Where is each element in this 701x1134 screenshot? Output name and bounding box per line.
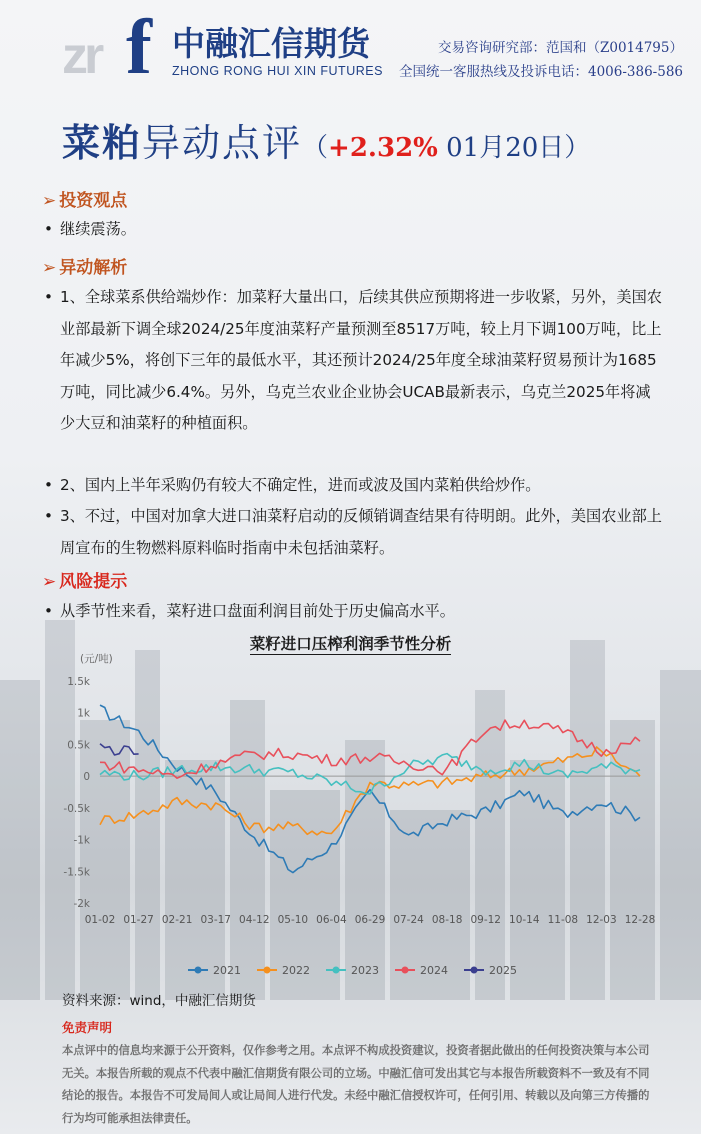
x-tick-label: 04-12 (239, 914, 270, 926)
x-tick-label: 10-14 (509, 914, 540, 926)
series-line-2024 (100, 720, 640, 778)
list-item: • 2、国内上半年采购仍有较大不确定性，进而或波及国内菜粕供给炒作。 (44, 470, 664, 502)
legend-label-2022: 2022 (282, 964, 310, 977)
legend-marker-2025 (471, 967, 478, 974)
chart-title-text: 菜籽进口压榨利润季节性分析 (249, 635, 452, 653)
y-tick-label: 1k (77, 707, 90, 720)
list-item: • 1、全球菜系供给端炒作：加菜籽大量出口，后续其供应预期将进一步收紧，另外，美国农业部最新下调全球2024/25年度油菜籽产量预测至8517万吨，较上月下调100万吨，比上年减少5%，将创下三年的最低水平，其还预计2024/25年度全球油菜籽贸易预计为1685万吨，同比减少6.4%。另外，乌克兰农业企业协会UCAB最新表示，乌克兰2025年将减少大豆和油菜籽的种植面积。 (44, 282, 664, 440)
x-tick-label: 12-03 (586, 914, 617, 926)
x-tick-label: 03-17 (200, 914, 231, 926)
arrow-icon: ➢ (42, 258, 57, 278)
hotline-line: 全国统一客服热线及投诉电话：4006-386-586 (398, 64, 683, 80)
seasonal-profit-chart (0, 645, 701, 990)
x-tick-label: 11-08 (547, 914, 579, 926)
legend-marker-2024 (402, 967, 409, 974)
analyst-line: 交易咨询研究部：范国和（Z0014795） (437, 40, 683, 56)
x-tick-label: 09-12 (470, 914, 501, 926)
arrow-icon: ➢ (42, 572, 57, 592)
x-tick-label: 08-18 (431, 914, 463, 926)
title-open-paren: （ (302, 133, 329, 163)
contact-info (399, 36, 683, 84)
title-change: +2.32% (328, 133, 438, 163)
legend-label-2023: 2023 (351, 964, 379, 977)
x-tick-label: 01-02 (84, 914, 116, 926)
title-commodity: 菜粕 (62, 121, 143, 165)
section-analysis-label: 异动解析 (59, 258, 128, 278)
legend-label-2024: 2024 (420, 964, 448, 977)
company-logo (62, 3, 383, 90)
data-source: 资料来源：wind，中融汇信期货 (62, 993, 256, 1009)
arrow-icon: ➢ (42, 191, 57, 211)
x-tick-label: 02-21 (161, 914, 193, 926)
logo-f-mark: f (126, 3, 152, 90)
series-line-2021 (100, 705, 640, 873)
legend-label-2025: 2025 (489, 964, 517, 977)
y-tick-label: 1.5k (67, 676, 90, 688)
list-item: • 3、不过，中国对加拿大进口油菜籽启动的反倾销调查结果有待明朗。此外，美国农业部上周宣布的生物燃料原料临时指南中未包括油菜籽。 (44, 501, 664, 564)
section-investment-view-label: 投资观点 (59, 191, 128, 211)
y-tick-label: -1k (73, 834, 90, 847)
disclaimer-heading: 免责声明 (62, 1020, 113, 1035)
y-tick-label: 0.5k (67, 739, 90, 752)
y-tick-label: -2k (73, 898, 90, 910)
title-subject: 异动点评 (142, 121, 303, 165)
section-risk-label: 风险提示 (59, 572, 128, 592)
y-axis-unit: (元/吨) (80, 653, 113, 665)
x-tick-label: 07-24 (393, 914, 424, 926)
legend-marker-2021 (195, 967, 202, 974)
disclaimer-text: 本点评中的信息均来源于公开资料，仅作参考之用。本点评不构成投资建议，投资者据此做出的任何投资决策与本公司无关。本报告所载的观点不代表中融汇信期货有限公司的立场。中融汇信可发出其它与本报告所载资料不一致及有不同结论的报告。本报告不可发局间人或让局间人进行代发。未经中融汇信授权许可，任何引用、转载以及向第三方传播的行为均可能承担法律责任。 (62, 1044, 650, 1125)
y-tick-label: 0 (83, 771, 90, 784)
logo-company-name: 中融汇信期货 (172, 24, 370, 63)
list-item: • 从季节性来看，菜籽进口盘面利润目前处于历史偏高水平。 (44, 596, 664, 628)
x-tick-label: 06-04 (316, 914, 347, 926)
legend-marker-2022 (264, 967, 271, 974)
x-tick-label: 12-28 (624, 914, 656, 926)
list-item: • 继续震荡。 (44, 214, 664, 246)
logo-zr-mark: zr (62, 27, 101, 85)
logo-company-name-en: ZHONG RONG HUI XIN FUTURES (172, 64, 383, 78)
y-tick-label: -0.5k (63, 802, 90, 815)
legend-marker-2023 (333, 967, 340, 974)
x-tick-label: 05-10 (277, 914, 309, 926)
title-date: 01月20日） (437, 133, 591, 163)
section-investment-view (42, 186, 127, 211)
y-tick-label: -1.5k (63, 866, 90, 879)
report-header (0, 0, 701, 100)
series-line-2025 (100, 744, 139, 755)
section-risk (42, 567, 127, 592)
x-tick-label: 01-27 (123, 914, 154, 926)
legend-label-2021: 2021 (213, 964, 241, 977)
section-analysis (42, 253, 127, 278)
x-tick-label: 06-29 (354, 914, 386, 926)
page-title (62, 112, 590, 164)
